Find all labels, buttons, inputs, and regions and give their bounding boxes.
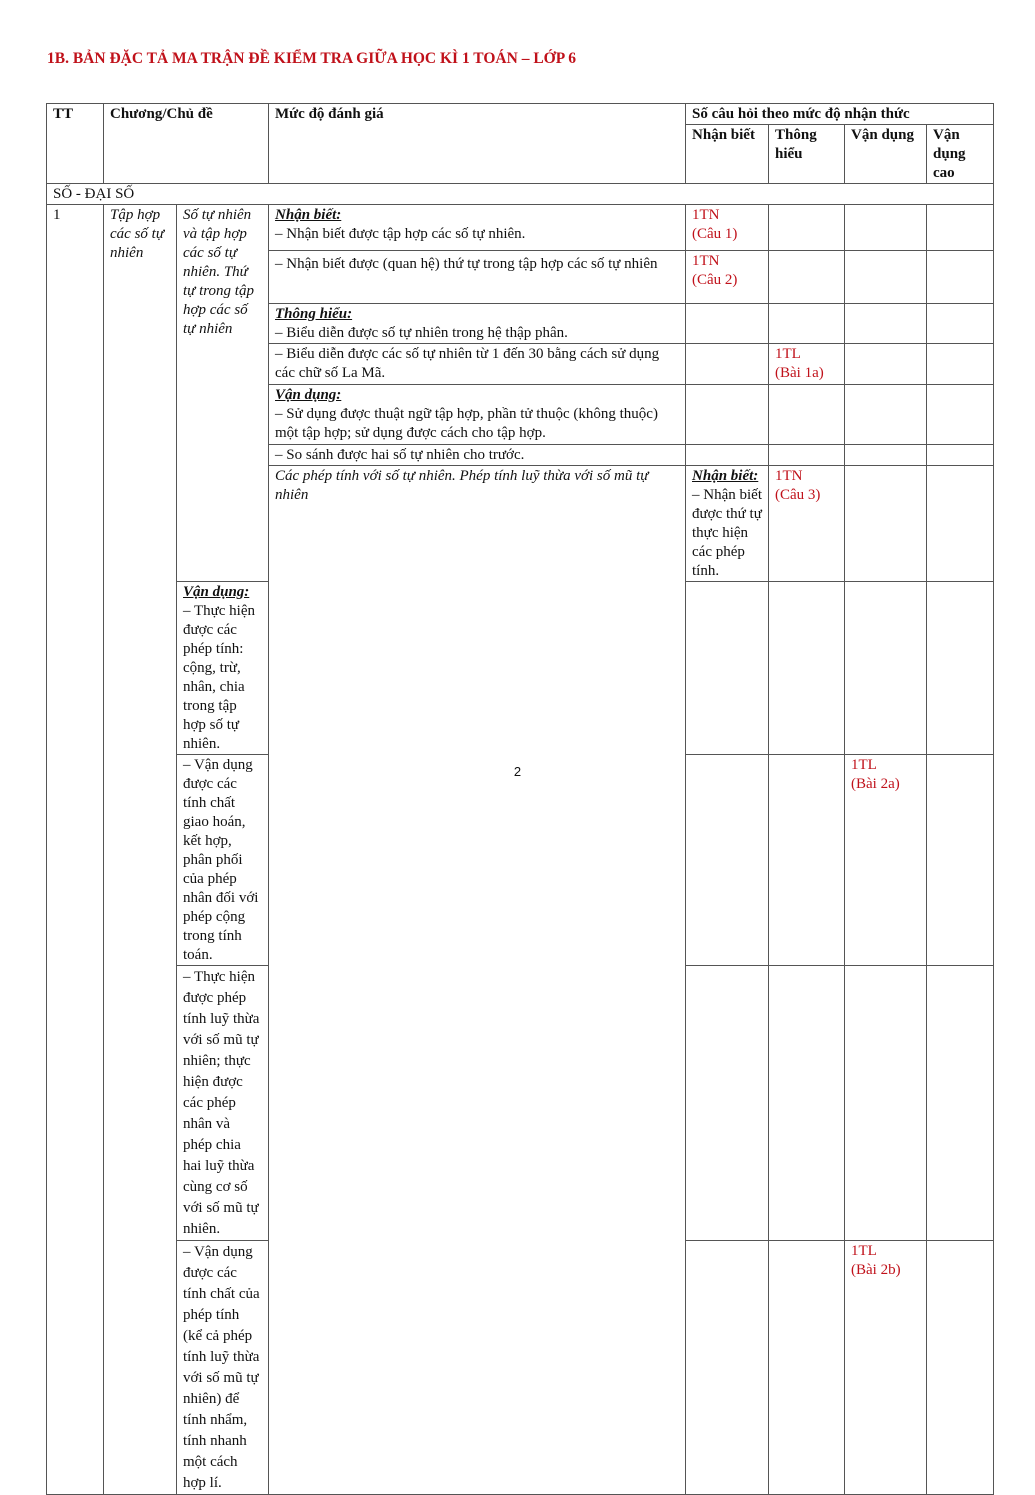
criterion-text: – Thực hiện được phép tính luỹ thừa với số mũ tự nhiên; thực hiện được các phép nhân và phép chia hai luỹ thừa cùng cơ số với số mũ tự nhiên.: [177, 966, 269, 1241]
header-van-dung: Vận dụng: [845, 125, 927, 184]
mark-cell: 1TL (Bài 2a): [845, 755, 927, 966]
criterion-row: [269, 304, 686, 344]
empty-cell: [769, 251, 845, 304]
level-heading: Nhận biết:: [275, 207, 342, 223]
empty-cell: [686, 1241, 769, 1495]
criterion-row: [269, 205, 686, 251]
level-heading: Vận dụng:: [183, 584, 250, 600]
level-heading: Vận dụng:: [275, 387, 342, 403]
row-number: 1: [47, 205, 104, 1495]
empty-cell: [927, 1241, 994, 1495]
empty-cell: [769, 205, 845, 251]
topic-operations: Các phép tính với số tự nhiên. Phép tính luỹ thừa với số mũ tự nhiên: [269, 466, 686, 1495]
empty-cell: [686, 755, 769, 966]
empty-cell: [769, 582, 845, 755]
empty-cell: [686, 344, 769, 385]
empty-cell: [845, 304, 927, 344]
empty-cell: [769, 385, 845, 445]
page-number: 2: [513, 764, 522, 779]
criterion-text: – Thực hiện được các phép tính: cộng, trừ, nhân, chia trong tập hợp số tự nhiên.: [183, 603, 256, 752]
empty-cell: [927, 304, 994, 344]
empty-cell: [686, 304, 769, 344]
header-question-count: Số câu hỏi theo mức độ nhận thức: [686, 104, 994, 125]
empty-cell: [927, 466, 994, 582]
mark-cell: 1TL (Bài 2b): [845, 1241, 927, 1495]
empty-cell: [927, 755, 994, 966]
mark-cell: 1TN (Câu 2): [686, 251, 769, 304]
empty-cell: [927, 251, 994, 304]
empty-cell: [686, 582, 769, 755]
empty-cell: [769, 966, 845, 1241]
spec-matrix-table: [46, 103, 994, 1495]
criterion-text: – Biểu diễn được số tự nhiên trong hệ thập phân.: [275, 325, 568, 341]
level-heading: Thông hiểu:: [275, 306, 353, 322]
empty-cell: [845, 205, 927, 251]
empty-cell: [686, 445, 769, 466]
empty-cell: [927, 205, 994, 251]
criterion-text: – Nhận biết được (quan hệ) thứ tự trong tập hợp các số tự nhiên: [269, 251, 686, 304]
empty-cell: [686, 385, 769, 445]
header-chapter: Chương/Chủ đề: [104, 104, 269, 184]
empty-cell: [769, 755, 845, 966]
empty-cell: [845, 385, 927, 445]
empty-cell: [686, 966, 769, 1241]
header-van-dung-cao: Vận dụng cao: [927, 125, 994, 184]
mark-cell: 1TL (Bài 1a): [769, 344, 845, 385]
empty-cell: [845, 251, 927, 304]
mark-cell: 1TN (Câu 1): [686, 205, 769, 251]
header-tt: TT: [47, 104, 104, 184]
document-title: 1B. BẢN ĐẶC TẢ MA TRẬN ĐỀ KIỂM TRA GIỮA HỌC KÌ 1 TOÁN – LỚP 6: [47, 50, 576, 67]
criterion-text: – Nhận biết được thứ tự thực hiện các phép tính.: [692, 487, 762, 579]
empty-cell: [927, 344, 994, 385]
header-level: Mức độ đánh giá: [269, 104, 686, 184]
empty-cell: [927, 966, 994, 1241]
empty-cell: [769, 445, 845, 466]
criterion-text: – Sử dụng được thuật ngữ tập hợp, phần tử thuộc (không thuộc) một tập hợp; sử dụng được cách cho tập hợp.: [275, 406, 658, 441]
empty-cell: [845, 966, 927, 1241]
topic-natural-numbers: Số tự nhiên và tập hợp các số tự nhiên. Thứ tự trong tập hợp các số tự nhiên: [177, 205, 269, 582]
mark-cell: 1TN (Câu 3): [769, 466, 845, 582]
empty-cell: [845, 344, 927, 385]
criterion-row: [269, 385, 686, 445]
empty-cell: [927, 582, 994, 755]
empty-cell: [927, 445, 994, 466]
empty-cell: [769, 1241, 845, 1495]
criterion-text: – Biểu diễn được các số tự nhiên từ 1 đến 30 bằng cách sử dụng các chữ số La Mã.: [269, 344, 686, 385]
header-thong-hieu: Thông hiểu: [769, 125, 845, 184]
criterion-text: – Vận dụng được các tính chất của phép tính (kể cả phép tính luỹ thừa với số mũ tự nhiên) để tính nhẩm, tính nhanh một cách hợp lí.: [177, 1241, 269, 1495]
header-nhan-biet: Nhận biết: [686, 125, 769, 184]
empty-cell: [845, 582, 927, 755]
criterion-row: [177, 582, 269, 755]
empty-cell: [927, 385, 994, 445]
chapter-name: Tập hợp các số tự nhiên: [104, 205, 177, 1495]
empty-cell: [845, 445, 927, 466]
empty-cell: [769, 304, 845, 344]
level-heading: Nhận biết:: [692, 468, 759, 484]
criterion-row: [686, 466, 769, 582]
criterion-text: – So sánh được hai số tự nhiên cho trước.: [269, 445, 686, 466]
empty-cell: [845, 466, 927, 582]
criterion-text: – Vận dụng được các tính chất giao hoán, kết hợp, phân phối của phép nhân đối với phép cộng trong tính toán.: [177, 755, 269, 966]
section-title: SỐ - ĐẠI SỐ: [47, 184, 994, 205]
criterion-text: – Nhận biết được tập hợp các số tự nhiên.: [275, 226, 526, 242]
